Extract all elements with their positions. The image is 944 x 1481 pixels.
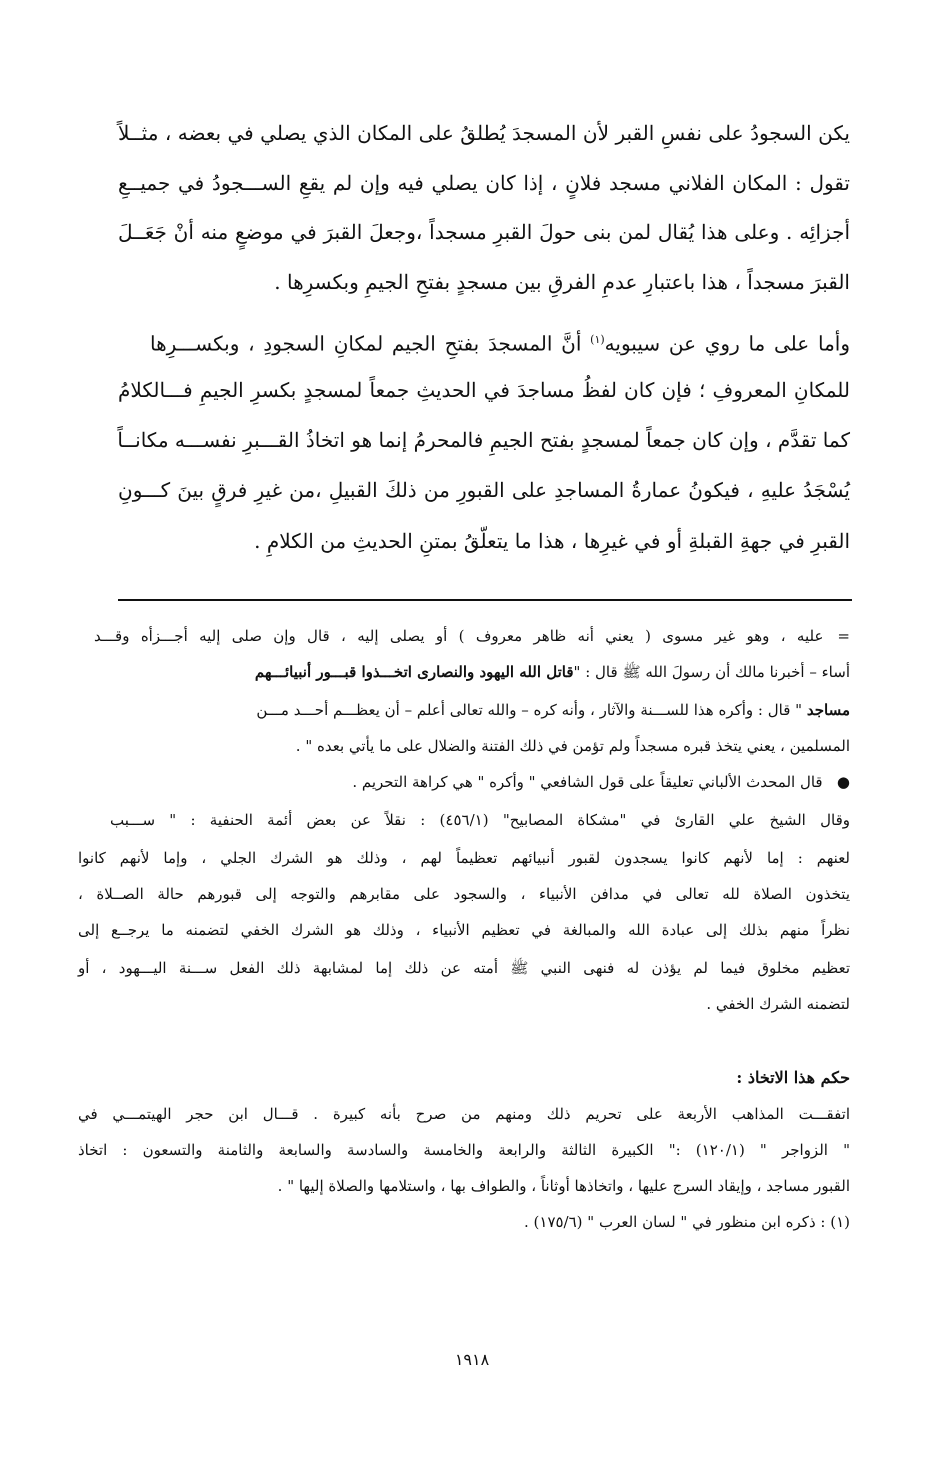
footnote-line: تعظيم مخلوق فيما لم يؤذن له فنهى النبي ﷺ أمته عن ذلك إما لمشابهة ذلك الفعل ســـنة اليـــهود ، أو (78, 959, 850, 977)
footnote-line: " الزواجر " (١٢٠/١) :" الكبيرة الثالثة والرابعة والخامسة والسادسة والسابعة والثامنة والتسعون : اتخاذ (78, 1141, 850, 1159)
footnote-line: نظراً منهم بذلك إلى عبادة الله والمبالغة في تعظيم الأنبياء ، وذلك هو الشرك الخفي لتضمنه ما يرجــع إلى (78, 921, 850, 939)
footnote-reference: (١) (590, 333, 605, 346)
main-text-line: للمكانِ المعروفِ ؛ فإن كان لفظُ مساجدَ في الحديثِ جمعاً لمسجدٍ بكسرِ الجيمِ فـــالكلامُ (118, 378, 850, 402)
main-text-segment: وأما على ما روي عن سيبويه (604, 331, 851, 356)
page-number: ١٩١٨ (454, 1350, 490, 1369)
main-text-line: يُسْجَدُ عليهِ ، فيكونُ عمارةُ المساجدِ على القبورِ من ذلكَ القبيلِ ،من غيرِ فرقٍ بينَ كـــونِ (118, 478, 850, 502)
footnote-line (118, 770, 850, 794)
main-text-line: تقول : المكان الفلاني مسجد فلانٍ ، إذا كان يصلي فيه وإن لم يقعِ الســـجودُ في جميــعِ (118, 171, 850, 195)
hadith-text: مساجد (806, 701, 850, 719)
footnote-line: المسلمين ، يعني يتخذ قبره مسجداً ولم تؤمن في ذلك الفتنة والضلال على ما يأتي بعده " . (295, 737, 850, 755)
footnote-text: " قال : وأكره هذا للســـنة والآثار ، وأنه كره – والله تعالى أعلم – أن يعظـــم أحـــد مـــن (256, 701, 803, 719)
footnote-line: يتخذون الصلاة لله تعالى في مدافن الأنبياء ، والسجود على مقابرهم والتوجه إلى قبورهم حالة الصــلاة ، (78, 885, 850, 903)
main-text-line (150, 325, 850, 359)
footnote-line: وقال الشيخ علي القارئ في "مشكاة المصابيح" (٤٥٦/١) : نقلاً عن بعض أئمة الحنفية : " ســـبب (110, 811, 850, 829)
main-text-line: القبرِ في جهةِ القبلةِ أو في غيرِها ، هذا ما يتعلّقُ بمتنِ الحديثِ من الكلامِ . (254, 529, 850, 553)
main-text-line: أجزائِه . وعلى هذا يُقال لمن بنى حولَ القبرِ مسجداً ،وجعلَ القبرَ في موضعٍ منه أنْ جَعَــلَ (118, 220, 850, 244)
footnote-line (94, 624, 850, 648)
footnote-text: أساء – أخبرنا مالك أن رسولَ الله ﷺ قال : " (573, 663, 850, 681)
section-heading: حكم هذا الاتخاذ : (736, 1068, 850, 1087)
footnote-line (118, 660, 850, 684)
footnote-separator (118, 599, 852, 601)
footnote-line: القبور مساجد ، وإيقاد السرج عليها ، واتخاذها أوثاناً ، والطواف بها ، واستلامها والصلاة إليها " . (277, 1177, 850, 1195)
main-text-line: القبرَ مسجداً ، هذا باعتبارِ عدمِ الفرقِ بين مسجدٍ بفتحِ الجيمِ وبكسرِها . (274, 270, 850, 294)
footnote-line (118, 698, 850, 722)
main-text-segment: أنَّ المسجدَ بفتحِ الجيم لمكانِ السجودِ ، وبكســـرِها (150, 331, 582, 356)
footnote-line: اتفقـــت المذاهب الأربعة على تحريم ذلك ومنهم من صرح بأنه كبيرة . قـــال ابن حجر الهيتمـــي في (78, 1105, 850, 1123)
footnote-line: لتضمنه الشرك الخفي . (706, 995, 850, 1013)
hadith-text: قاتل الله اليهود والنصارى اتخـــذوا قبـــور أنبيائـــهم (254, 663, 574, 681)
footnote-line: (١) : ذكره ابن منظور في " لسان العرب " (١٧٥/٦) . (524, 1213, 850, 1231)
footnote-text: عليه ، وهو غير مسوى ( يعني أنه ظاهر معروف ) أو يصلى إليه ، قال وإن صلى إليه أجـــزأه وقـــد (94, 627, 824, 645)
main-text-line: كما تقدَّم ، وإن كان جمعاً لمسجدٍ بفتح الجيمِ فالمحرمُ إنما هو اتخاذُ القـــبرِ نفســـه مكانــاً (117, 428, 850, 452)
continuation-mark: = (837, 627, 850, 645)
bullet-icon: ● (836, 773, 850, 791)
footnote-text: قال المحدث الألباني تعليقاً على قول الشافعي " وأكره " هي كراهة التحريم . (352, 773, 823, 791)
main-text-line: يكن السجودُ على نفسِ القبر لأن المسجدَ يُطلقُ على المكان الذي يصلي في بعضه ، مثــلاً (118, 121, 850, 145)
footnote-line: لعنهم : إما لأنهم كانوا يسجدون لقبور أنبيائهم تعظيماً لهم ، وذلك هو الشرك الجلي ، وإما لأنهم كانوا (78, 849, 850, 867)
